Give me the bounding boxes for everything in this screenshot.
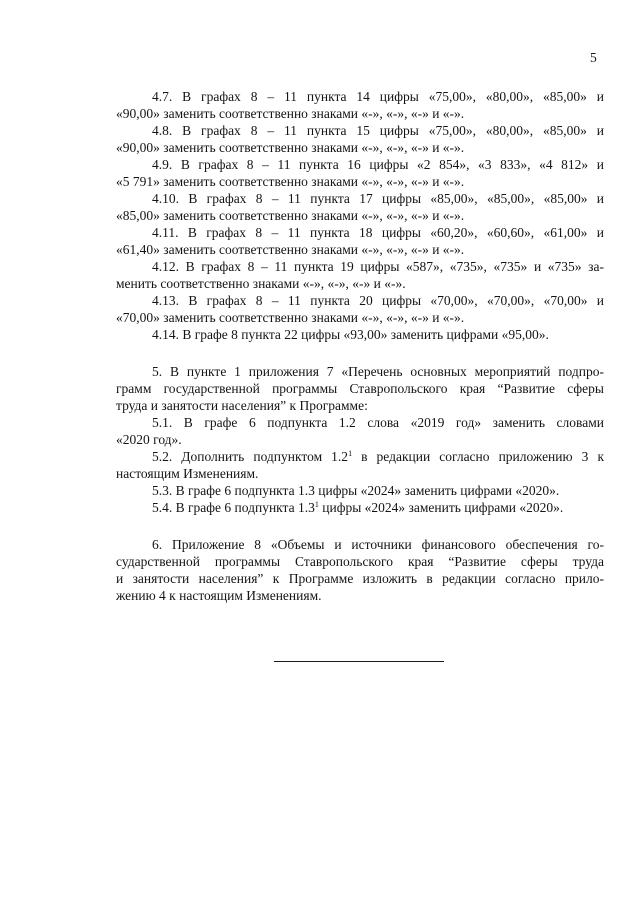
item-4-11-line-1: 4.11. В графах 8 – 11 пункта 18 цифры «60,20», «60,60», «61,00» и	[152, 225, 604, 240]
item-5-2-line-2: настоящим Изменениям.	[116, 466, 259, 481]
item-5-2-line-1	[116, 449, 604, 466]
item-4-10-line-2: «85,00» заменить соответственно знаками «-», «-», «-» и «-».	[116, 208, 465, 223]
item-4-9-line-1: 4.9. В графах 8 – 11 пункта 16 цифры «2 854», «3 833», «4 812» и	[152, 157, 604, 172]
item-5-line-1: 5. В пункте 1 приложения 7 «Перечень основных мероприятий подпро-	[152, 364, 604, 379]
item-5-4-text-b: цифры «2024» заменить цифрами «2020».	[318, 500, 564, 515]
end-divider-line	[274, 661, 444, 662]
item-4-7-line-1: 4.7. В графах 8 – 11 пункта 14 цифры «75,00», «80,00», «85,00» и	[152, 89, 604, 104]
item-4-12-line-2: менить соответственно знаками «-», «-», «-» и «-».	[116, 276, 406, 291]
item-4-10-line-1: 4.10. В графах 8 – 11 пункта 17 цифры «85,00», «85,00», «85,00» и	[152, 191, 604, 206]
item-4-11-line-2: «61,40» заменить соответственно знаками «-», «-», «-» и «-».	[116, 242, 465, 257]
item-5-line-3: труда и занятости населения” к Программе:	[116, 398, 368, 413]
item-4-7-line-2: «90,00» заменить соответственно знаками «-», «-», «-» и «-».	[116, 106, 465, 121]
item-5-4-text-a: 5.4. В графе 6 подпункта 1.3	[152, 500, 315, 515]
item-4-13-line-2: «70,00» заменить соответственно знаками «-», «-», «-» и «-».	[116, 310, 465, 325]
item-4-8-line-1: 4.8. В графах 8 – 11 пункта 15 цифры «75,00», «80,00», «85,00» и	[152, 123, 604, 138]
item-5-4-superscript: 1	[314, 500, 319, 509]
item-4-14-line-1: 4.14. В графе 8 пункта 22 цифры «93,00» заменить цифрами «95,00».	[152, 327, 549, 342]
item-5-1-line-2: «2020 год».	[116, 432, 182, 447]
item-4-9-line-2: «5 791» заменить соответственно знаками «-», «-», «-» и «-».	[116, 174, 465, 189]
item-5-4-line-1	[116, 500, 604, 517]
page-number: 5	[590, 50, 597, 65]
item-4-13-line-1: 4.13. В графах 8 – 11 пункта 20 цифры «70,00», «70,00», «70,00» и	[152, 293, 604, 308]
item-5-2-superscript: 1	[348, 449, 353, 458]
item-4-12-line-1: 4.12. В графах 8 – 11 пункта 19 цифры «587», «735», «735» и «735» за-	[152, 259, 604, 274]
item-6-line-2: сударственной программы Ставропольского края “Развитие сферы труда	[116, 554, 604, 569]
item-5-line-2: грамм государственной программы Ставропольского края “Развитие сферы	[116, 381, 604, 396]
item-5-3-line-1: 5.3. В графе 6 подпункта 1.3 цифры «2024» заменить цифрами «2020».	[152, 483, 560, 498]
item-6-line-3: и занятости населения” к Программе изложить в редакции согласно прило-	[116, 571, 604, 586]
item-5-2-text-b: в редакции согласно приложению 3 к	[352, 449, 604, 464]
item-5-2-text-a: 5.2. Дополнить подпунктом 1.2	[152, 449, 349, 464]
item-6-line-4: жению 4 к настоящим Изменениям.	[116, 588, 322, 603]
item-6-line-1: 6. Приложение 8 «Объемы и источники финансового обеспечения го-	[152, 537, 604, 552]
item-4-8-line-2: «90,00» заменить соответственно знаками «-», «-», «-» и «-».	[116, 140, 465, 155]
item-5-1-line-1: 5.1. В графе 6 подпункта 1.2 слова «2019 год» заменить словами	[152, 415, 604, 430]
